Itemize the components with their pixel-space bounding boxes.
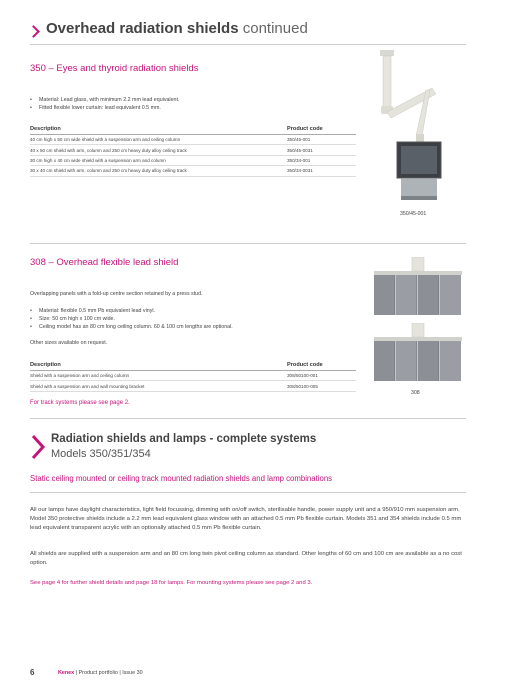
table-row: Shield with a suspension arm and wall mounting bracket 308/50100-005 [30, 381, 356, 391]
table-row: Shield with a suspension arm and ceiling column 308/50100-001 [30, 371, 356, 381]
systems-subtitle: Static ceiling mounted or ceiling track mounted radiation shields and lamp combinations [30, 474, 333, 483]
section-divider [30, 243, 466, 244]
shield-308-caption: 308 [411, 390, 420, 396]
systems-paragraph-1: All our lamps have daylight characteristics, light field focussing, dimming with on/off switch, sterilisable handle, power supply unit and a 950/910 mm suspension arm. Model 350 protective shields include a 2.2 mm lead equivalent glass window with an attached 0.5 mm Pb flexible curtain. Models 351 and 354 shields include 0.5 mm lead equivalent transparent acrylic with an optionally attached 0.5 mm Pb flexible curtain. [30, 507, 462, 532]
table-row: 30 x 40 cm shield with arm, column and 250 cm heavy duty alloy ceiling track 350/34-0031 [30, 166, 356, 176]
page-title: Overhead radiation shields continued [46, 20, 308, 37]
shield-308-image-ceiling [372, 257, 464, 319]
systems-paragraph-2: All shields are supplied with a suspension arm and an 80 cm long twin pivot ceiling column as standard. Other lengths of 60 cm and 100 cm are available as a no cost option. [30, 551, 462, 567]
bullet-item: • Ceiling model has an 80 cm long ceiling column. 60 & 100 cm lengths are optional. [30, 323, 350, 331]
chevron-right-icon [30, 434, 46, 460]
column-header-description: Description [30, 124, 286, 135]
column-header-product-code: Product code [286, 124, 356, 135]
section-divider [30, 418, 466, 419]
section-308-bullets [30, 307, 350, 331]
section-350-table [30, 124, 356, 177]
table-row: 40 x 50 cm shield with arm, column and 250 cm heavy duty alloy ceiling track 350/45-0031 [30, 145, 356, 155]
section-350-title: 350 – Eyes and thyroid radiation shields [30, 63, 199, 74]
bullet-item: • Size: 50 cm high x 100 cm wide. [30, 315, 350, 323]
shield-308-image-wall [372, 323, 464, 385]
systems-title: Radiation shields and lamps - complete systems [51, 433, 317, 445]
section-308-table [30, 360, 356, 392]
systems-reference-link[interactable]: See page 4 for further shield details and page 18 for lamps. For mounting systems please see page 2 and 3. [30, 580, 313, 586]
section-308-intro: Overlapping panels with a fold-up centre section retained by a press stud. [30, 291, 203, 297]
shield-350-image [372, 50, 462, 210]
chevron-right-icon [27, 25, 40, 38]
section-308-title: 308 – Overhead flexible lead shield [30, 257, 179, 268]
track-systems-link[interactable]: For track systems please see page 2. [30, 400, 130, 406]
page-number: 6 [30, 668, 35, 677]
footer-text: Kenex | Product portfolio | Issue 30 [58, 670, 143, 676]
bullet-item: • Fitted flexible lower curtain: lead equivalent 0.5 mm. [30, 104, 330, 112]
bullet-item: • Material: Lead glass, with minimum 2.2 mm lead equivalent. [30, 96, 330, 104]
column-header-description: Description [30, 360, 286, 371]
bullet-item: • Material: flexible 0.5 mm Pb equivalent lead vinyl. [30, 307, 350, 315]
table-row: 40 cm high x 50 cm wide shield with a suspension arm and ceiling column 350/45-001 [30, 135, 356, 145]
section-350-bullets [30, 96, 330, 112]
brand-name: Kenex [58, 670, 75, 676]
column-header-product-code: Product code [286, 360, 356, 371]
systems-subtitle-underline [30, 492, 466, 493]
section-308-other-sizes: Other sizes available on request. [30, 340, 108, 346]
shield-350-caption: 350/45-001 [400, 211, 427, 217]
table-row: 30 cm high x 40 cm wide shield with a suspension arm and column 350/34-001 [30, 155, 356, 165]
header-divider [30, 44, 466, 45]
systems-models: Models 350/351/354 [51, 448, 151, 460]
